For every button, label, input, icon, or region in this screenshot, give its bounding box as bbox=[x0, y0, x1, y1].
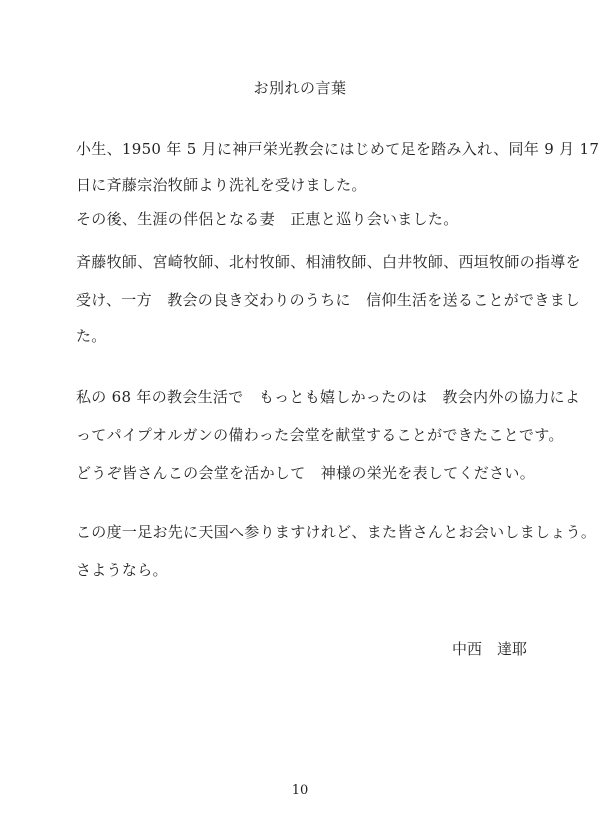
page-number: 10 bbox=[291, 783, 309, 798]
body-line: 斉藤牧師、宮崎牧師、北村牧師、相浦牧師、白井牧師、西垣牧師の指導を bbox=[76, 253, 581, 271]
body-line: さようなら。 bbox=[76, 561, 168, 579]
signature: 中西 達耶 bbox=[452, 640, 528, 658]
body-line: た。 bbox=[76, 327, 107, 345]
document-title: お別れの言葉 bbox=[253, 79, 347, 97]
body-line: この度一足お先に天国へ参りますけれど、また皆さんとお会いしましょう。 bbox=[76, 523, 597, 541]
body-line: 日に斉藤宗治牧師より洗礼を受けました。 bbox=[76, 176, 367, 194]
body-line: その後、生涯の伴侶となる妻 正恵と巡り会いました。 bbox=[76, 210, 459, 228]
body-line: ってパイプオルガンの備わった会堂を献堂することができたことです。 bbox=[76, 426, 564, 444]
body-line: 私の 68 年の教会生活で もっとも嬉しかったのは 教会内外の協力によ bbox=[76, 388, 581, 406]
body-line: どうぞ皆さんこの会堂を活かして 神様の栄光を表してください。 bbox=[76, 464, 536, 482]
body-line: 受け、一方 教会の良き交わりのうちに 信仰生活を送ることができまし bbox=[76, 291, 581, 309]
body-line: 小生、1950 年 5 月に神戸栄光教会にはじめて足を踏み入れ、同年 9 月 17 bbox=[76, 140, 600, 158]
